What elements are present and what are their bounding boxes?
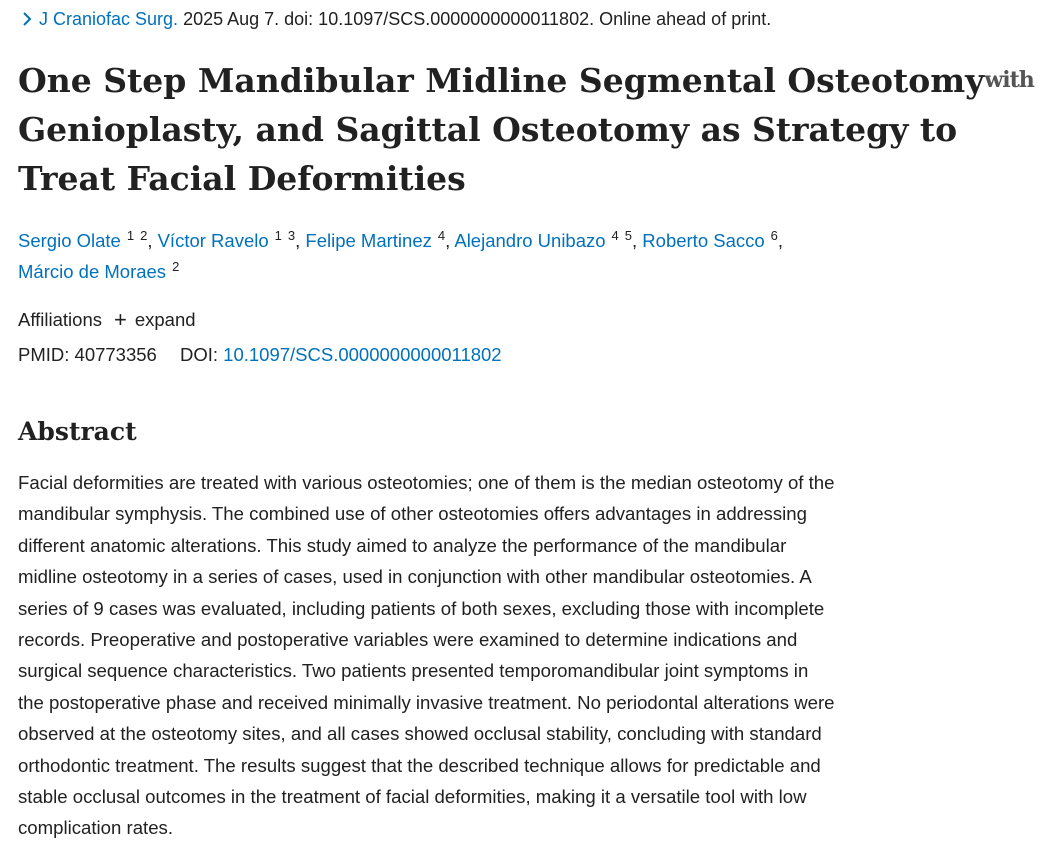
identifiers-row [18,342,502,368]
article-title [18,56,1034,203]
affiliation-ref[interactable]: 5 [624,228,633,243]
abstract-line: stable occlusal outcomes in the treatment of facial deformities, making it a versatile tool with low [18,786,807,808]
abstract-line: records. Preoperative and postoperative variables were examined to determine indications and [18,629,798,651]
abstract-text [18,467,978,844]
affiliation-ref[interactable]: 4 [437,228,446,243]
authors-list: Sergio Olate $^1$ $^2$, Víctor Ravelo $^1$ $^3$, Felipe Martinez $^4$, Alejandro Unibazo $^4$ $^5$, Roberto Sacco $^6$, Márcio de Moraes $^2$ [18,228,784,282]
journal-link[interactable]: J Craniofac Surg. [39,8,179,29]
abstract-line: the postoperative phase and received minimally invasive treatment. No periodontal alterations were [18,691,835,713]
affiliation-ref[interactable]: 3 [287,228,296,243]
title-line-3: Treat Facial Deformities [18,159,466,198]
abstract-heading: Abstract [18,417,137,446]
abstract-line: observed at the osteotomy sites, and all cases showed occlusal stability, concluding with standard [18,723,822,745]
citation-details: 2025 Aug 7. doi: 10.1097/SCS.0000000000011802. Online ahead of print. [183,8,772,29]
chevron-right-icon[interactable] [18,10,36,28]
author-link[interactable]: Sergio Olate [18,230,121,251]
author-link[interactable]: Márcio de Moraes [18,261,167,282]
title-cut-fragment: with [984,67,1034,93]
affiliations-row [18,307,196,333]
title-line-2: Genioplasty, and Sagittal Osteotomy as Strategy to [18,110,958,149]
abstract-line: surgical sequence characteristics. Two patients presented temporomandibular joint symptoms in [18,660,809,682]
expand-label: expand [134,309,196,330]
abstract-line: midline osteotomy in a series of cases, used in conjunction with other mandibular osteotomies. A [18,566,812,588]
abstract-line: different anatomic alterations. This study aimed to analyze the performance of the mandibular [18,534,787,556]
abstract-line: Facial deformities are treated with various osteotomies; one of them is the median osteotomy of the [18,472,835,493]
abstract-line: orthodontic treatment. The results suggest that the described technique allows for predictable and [18,754,821,776]
affiliation-ref[interactable]: 2 [172,259,180,274]
doi-label: DOI: [179,344,219,365]
plus-icon: + [113,307,127,332]
author-link[interactable]: Alejandro Unibazo [454,230,606,251]
affiliation-ref[interactable]: 1 [126,228,135,243]
affiliations-expand-button[interactable] [114,307,196,333]
doi-link[interactable]: 10.1097/SCS.0000000000011802 [223,344,502,365]
author-link[interactable]: Felipe Martinez [305,230,432,251]
abstract-line: series of 9 cases was evaluated, including patients of both sexes, excluding those with incomplete [18,597,825,619]
title-line-1: One Step Mandibular Midline Segmental Osteotomywith [18,56,978,105]
pmid-label: PMID: [18,344,70,365]
affiliation-ref[interactable]: 6 [770,228,778,243]
abstract-line: mandibular symphysis. The combined use of other osteotomies offers advantages in addressing [18,503,807,525]
abstract-line: complication rates. [18,817,174,839]
author-link[interactable]: Roberto Sacco [642,230,765,251]
affiliation-ref[interactable]: 2 [140,228,148,243]
pmid-value: 40773356 [74,344,157,365]
affiliation-ref[interactable]: 4 [611,228,619,243]
affiliation-ref[interactable]: 1 [274,228,282,243]
citation-line [18,6,771,32]
affiliations-label: Affiliations [18,309,102,330]
author-link[interactable]: Víctor Ravelo [157,230,269,251]
